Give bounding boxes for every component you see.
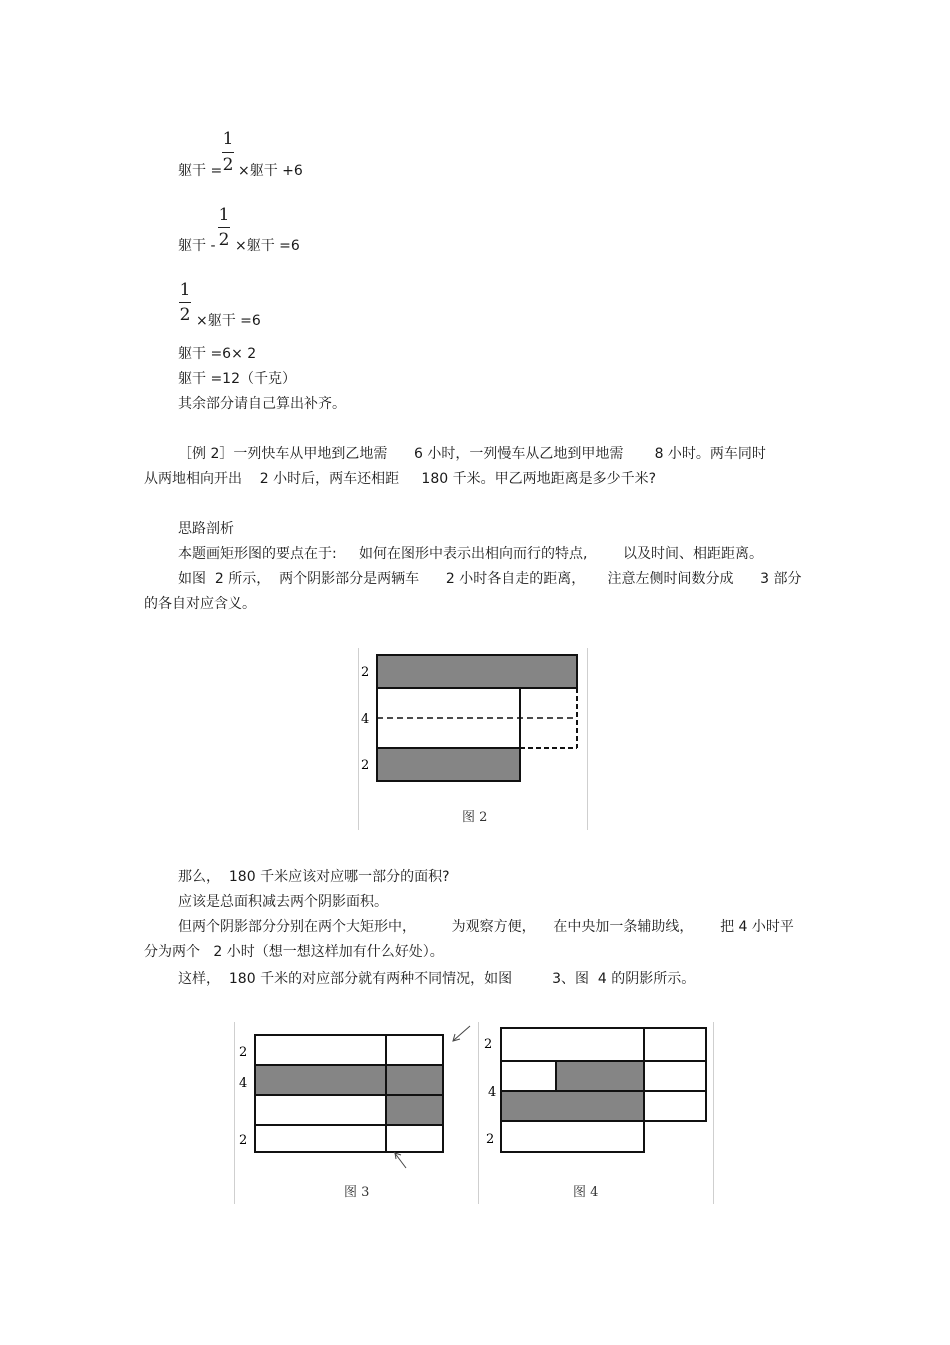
equation-4: 躯干 =6× 2	[178, 346, 257, 362]
figure-4-shaded-upper	[556, 1061, 644, 1091]
figure-3-shaded-band	[255, 1065, 443, 1095]
fraction-bar	[179, 302, 191, 303]
figure-4-label-top: 2	[484, 1037, 493, 1052]
example-2-line-2: 从两地相向开出 2 小时后，两车还相距 180 千米。甲乙两地距离是多少千米?	[144, 471, 657, 487]
paragraph-2-line-3b: 分为两个 2 小时（想一想这样加有什么好处）。	[144, 944, 444, 960]
slow-train-shaded-area	[377, 748, 520, 781]
analysis-heading: 思路剖析	[178, 521, 234, 537]
figure-4-label-bottom: 2	[486, 1132, 495, 1147]
paragraph-2-line-4: 这样， 180 千米的对应部分就有两种不同情况，如图 3、图 4 的阴影所示。	[178, 971, 696, 987]
analysis-paragraph-2a: 如图 2 所示， 两个阴影部分是两辆车 2 小时各自走的距离， 注意左侧时间数分成 3 部分	[178, 571, 802, 587]
fraction-bar	[218, 227, 230, 228]
analysis-paragraph-1: 本题画矩形图的要点在于: 如何在图形中表示出相向而行的特点, 以及时间、相距距离。	[178, 546, 764, 562]
fraction-bar	[222, 152, 234, 153]
figure-2-label-bottom: 2	[361, 758, 370, 773]
figure-2-diagram	[358, 648, 588, 830]
fraction-numerator: 1	[222, 129, 234, 149]
figure-4-shaded-lower	[501, 1091, 644, 1121]
equation-2-suffix: ×躯干 =6	[235, 238, 300, 254]
analysis-paragraph-2b: 的各自对应含义。	[144, 596, 256, 612]
figure-3	[234, 1022, 478, 1204]
fraction-denominator: 2	[218, 230, 230, 250]
fraction-denominator: 2	[179, 305, 191, 325]
paragraph-2-line-1: 那么， 180 千米应该对应哪一部分的面积?	[178, 869, 450, 885]
figure-3-diagram	[234, 1022, 478, 1204]
figure-3-shaded-corner	[386, 1095, 443, 1125]
figure-2	[358, 648, 588, 830]
figure-4	[478, 1022, 714, 1204]
remainder-note: 其余部分请自己算出补齐。	[178, 396, 346, 412]
figure-2-caption: 图 2	[462, 810, 488, 825]
figure-2-label-top: 2	[361, 665, 370, 680]
fraction-denominator: 2	[222, 155, 234, 175]
figure-2-label-middle: 4	[361, 712, 370, 727]
fraction-numerator: 1	[179, 280, 191, 300]
figure-4-label-middle: 4	[488, 1085, 497, 1100]
fraction-numerator: 1	[218, 205, 230, 225]
fast-train-shaded-area	[377, 655, 577, 688]
paragraph-2-line-2: 应该是总面积减去两个阴影面积。	[178, 894, 388, 910]
figure-3-label-top: 2	[239, 1045, 248, 1060]
figure-4-caption: 图 4	[573, 1185, 599, 1200]
equation-1-prefix: 躯干 =	[178, 163, 223, 179]
figure-3-label-middle: 4	[239, 1076, 248, 1091]
figure-3-label-bottom: 2	[239, 1133, 248, 1148]
example-2-line-1: ［例 2］一列快车从甲地到乙地需 6 小时，一列慢车从乙地到甲地需 8 小时。两车同时	[178, 446, 766, 462]
equation-1-suffix: ×躯干 +6	[238, 163, 303, 179]
equation-2-prefix: 躯干 -	[178, 238, 216, 254]
equation-5: 躯干 =12（千克）	[178, 371, 296, 387]
equation-3-suffix: ×躯干 =6	[196, 313, 261, 329]
figure-3-caption: 图 3	[344, 1185, 370, 1200]
figure-4-diagram	[478, 1022, 714, 1204]
paragraph-2-line-3a: 但两个阴影部分分别在两个大矩形中， 为观察方便， 在中央加一条辅助线， 把 4 小时平	[178, 919, 794, 935]
